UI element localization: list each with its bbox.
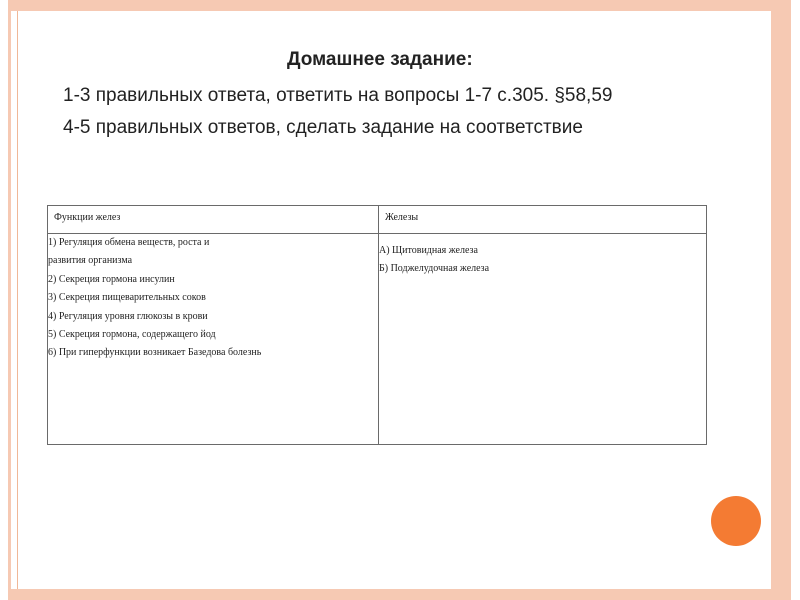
header-functions: Функции желез: [48, 206, 379, 234]
homework-item: [30, 114, 750, 142]
function-line: 5) Секреция гормона, содержащего йод: [48, 329, 216, 341]
homework-item-text: 4-5 правильных ответов, сделать задание на соответствие: [63, 117, 583, 138]
function-line: 1) Регуляция обмена веществ, роста и: [48, 237, 210, 248]
homework-item: [30, 82, 750, 110]
slide-border-line: [17, 11, 18, 589]
function-line: 2) Секреция гормона инсулин: [48, 273, 175, 285]
functions-cell: [48, 234, 379, 445]
homework-title-row: [30, 42, 750, 78]
gland-line: Б) Поджелудочная железа: [379, 263, 490, 275]
header-glands: Железы: [379, 206, 707, 234]
function-line: 3) Секреция пищеварительных соков: [48, 292, 206, 304]
homework-item-text: 1-3 правильных ответа, ответить на вопросы 1-7 с.305. §58,59: [63, 85, 613, 106]
function-line: 4) Регуляция уровня глюкозы в крови: [48, 310, 208, 322]
function-line: развития организма: [48, 255, 133, 267]
table-header-row: [48, 206, 707, 234]
gland-line: А) Щитовидная железа: [379, 245, 478, 256]
glands-spacer: [379, 234, 706, 242]
matching-table: [47, 205, 707, 445]
function-line: 6) При гиперфункции возникает Базедова болезнь: [48, 347, 262, 359]
decorative-circle: [711, 496, 761, 546]
homework-list: [30, 42, 750, 142]
glands-cell: [379, 234, 707, 445]
homework-title: Домашнее задание:: [287, 49, 473, 70]
table-row: [48, 234, 707, 445]
